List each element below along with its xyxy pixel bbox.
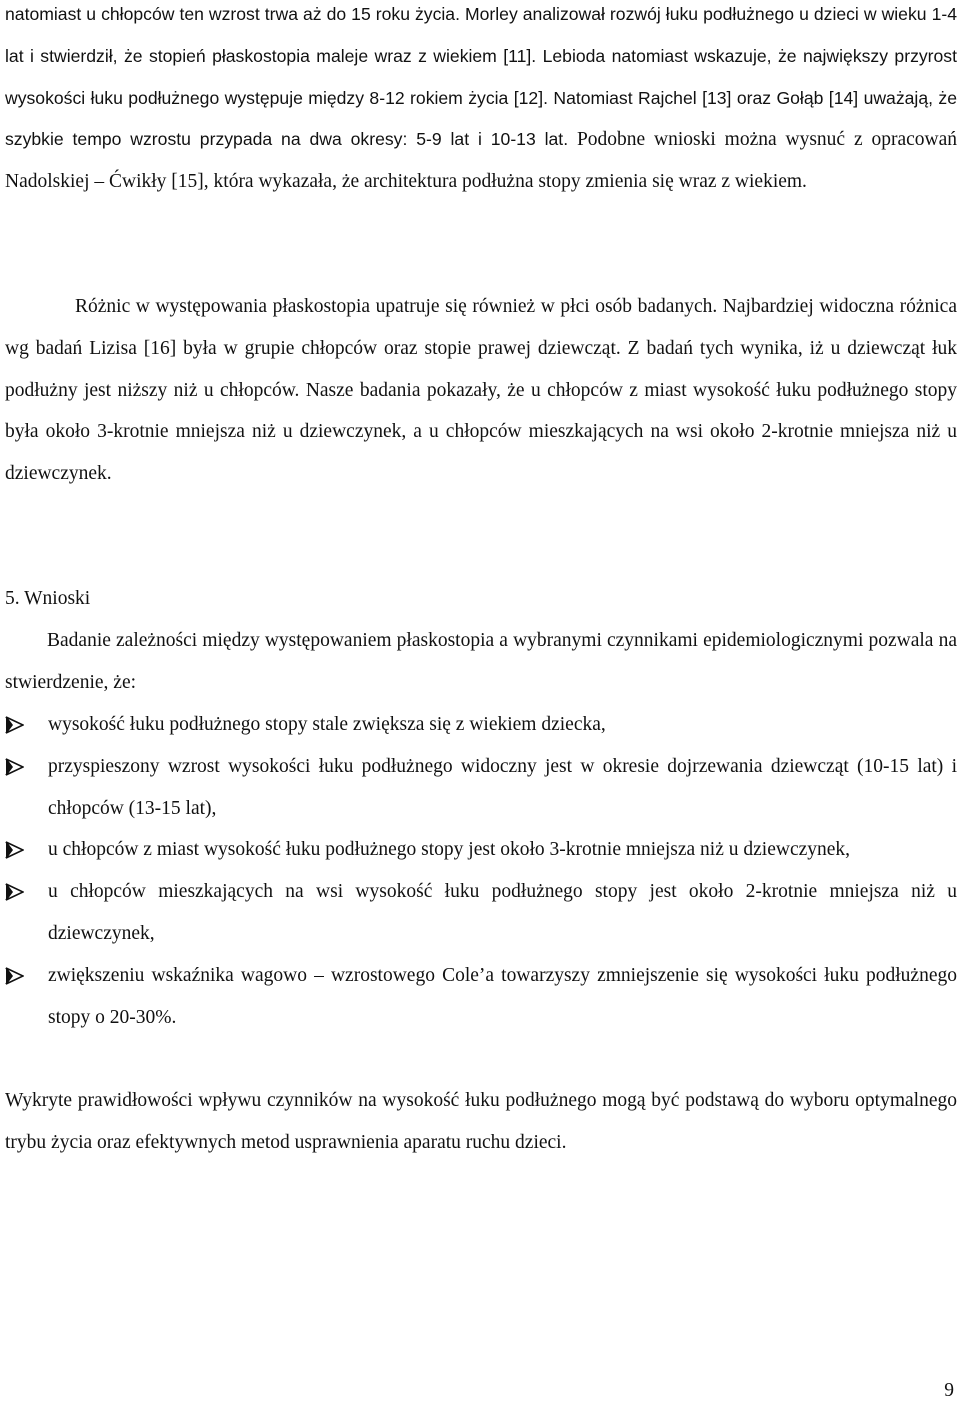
paragraph-growth-periods-sans-text: natomiast u chłopców ten wzrost trwa aż do 15 roku życia. Morley analizował rozwój łuku podłużnego u dzieci w wieku 1-4 lat i stwierdził, że stopień płaskostopia maleje wraz z wiekiem [11]. Lebioda natomiast wskazuje, że największy przyrost wysokości łuku podłużnego występuje między 8-12 rokiem życia [12]. Natomiast Rajchel [13] oraz Gołąb [14] uważają, że szybkie tempo wzrostu przypada na dwa okresy: 5-9 lat i 10-13 lat. [5, 4, 957, 150]
bullet-item-text: u chłopców z miast wysokość łuku podłużnego stopy jest około 3-krotnie mniejsza niż u dziewczynek, [48, 839, 851, 861]
bullet-item [5, 704, 957, 746]
page-number: 9 [944, 1380, 954, 1401]
paragraph-growth-periods-serif-text: Podobne wnioski można wysnuć z opracowań Nadolskiej – Ćwikły [15], która wykazała, że architektura podłużna stopy zmienia się wraz z wiekiem. [5, 129, 958, 193]
closing-paragraph: Wykryte prawidłowości wpływu czynników na wysokość łuku podłużnego mogą być podstawą do wyboru optymalnego trybu życia oraz efektywnych metod usprawnienia aparatu ruchu dzieci. [5, 1090, 957, 1153]
conclusions-bullet-list [5, 704, 957, 1038]
bullet-item-text: wysokość łuku podłużnego stopy stale zwiększa się z wiekiem dziecka, [48, 714, 606, 735]
bullet-item [5, 746, 957, 830]
arrowhead-bullet-icon [5, 829, 25, 871]
section-heading-conclusions: 5. Wnioski [5, 588, 91, 609]
bullet-item-text: u chłopców mieszkających na wsi wysokość łuku podłużnego stopy jest około 2-krotnie mniejsza niż u dziewczynek, [48, 881, 957, 944]
bullet-item [5, 871, 957, 955]
bullet-item-text: zwiększeniu wskaźnika wagowo – wzrostowego Cole’a towarzyszy zmniejszenie się wysokości łuku podłużnego stopy o 20-30%. [48, 964, 957, 1028]
bullet-item-text: przyspieszony wzrost wysokości łuku podłużnego widoczny jest w okresie dojrzewania dziewcząt (10-15 lat) i chłopców (13-15 lat), [48, 755, 957, 819]
arrowhead-bullet-icon [5, 704, 25, 746]
arrowhead-bullet-icon [5, 746, 25, 788]
arrowhead-bullet-icon [5, 955, 25, 997]
conclusions-intro: Badanie zależności między występowaniem płaskostopia a wybranymi czynnikami epidemiologicznymi pozwala na stwierdzenie, że: [5, 630, 957, 693]
paragraph-growth-periods [5, 0, 957, 203]
arrowhead-bullet-icon [5, 871, 25, 913]
paragraph-gender-differences: Różnic w występowania płaskostopia upatruje się również w płci osób badanych. Najbardziej widoczna różnica wg badań Lizisa [16] była w grupie chłopców oraz stopie prawej dziewcząt. Z badań tych wynika, iż u dziewcząt łuk podłużny jest niższy niż u chłopców. Nasze badania pokazały, że u chłopców z miast wysokość łuku podłużnego stopy była około 3-krotnie mniejsza niż u dziewczynek, a u chłopców mieszkających na wsi około 2-krotnie mniejsza niż u dziewczynek. [5, 296, 957, 485]
bullet-item [5, 955, 957, 1039]
bullet-item [5, 829, 957, 871]
